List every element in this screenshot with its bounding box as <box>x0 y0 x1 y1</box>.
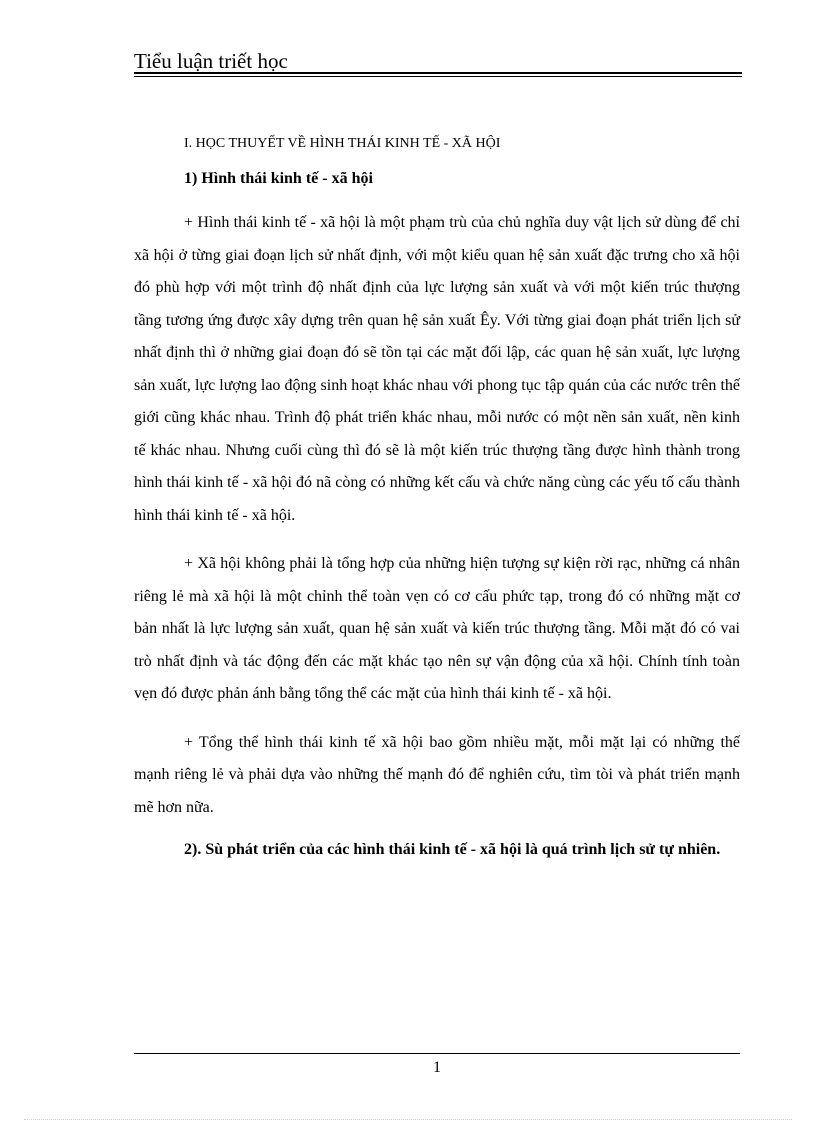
header-rule-thin <box>134 76 742 77</box>
document-header-title: Tiểu luận triết học <box>134 49 288 73</box>
footer-rule <box>134 1053 740 1054</box>
body-paragraph-2: + Xã hội không phải là tổng hợp của những hiện tượng sự kiện rời rạc, những cá nhân riêng lẻ mà xã hội là một chỉnh thể toàn vẹn có cơ cấu phức tạp, trong đó có những mặt cơ bản nhất là lực lượng sản xuất, quan hệ sản xuất và kiến trúc thượng tầng. Mỗi mặt đó có vai trò nhất định và tác động đến các mặt khác tạo nên sự vận động của xã hội. Chính tính toàn vẹn đó được phản ánh bằng tổng thể các mặt của hình thái kinh tế - xã hội. <box>134 555 740 702</box>
page-edge-divider <box>24 1119 792 1120</box>
header-rule-thick <box>134 72 742 74</box>
page-number: 1 <box>433 1059 441 1076</box>
body-paragraph-3: + Tổng thể hình thái kinh tế xã hội bao gồm nhiều mặt, mỗi mặt lại có những thế mạnh riêng lẻ và phải dựa vào những thế mạnh đó để nghiên cứu, tìm tòi và phát triển mạnh mẽ hơn nữa. <box>134 733 740 816</box>
subsection-heading-2: 2). Sù phát triển của các hình thái kinh tế - xã hội là quá trình lịch sử tự nhiên. <box>184 841 721 858</box>
section-heading: I. HỌC THUYẾT VỀ HÌNH THÁI KINH TẾ - XÃ HỘI <box>184 136 501 151</box>
page-body <box>134 122 740 867</box>
subsection-heading-1: 1) Hình thái kinh tế - xã hội <box>184 170 373 187</box>
body-paragraph-1: + Hình thái kinh tế - xã hội là một phạm trù của chủ nghĩa duy vật lịch sử dùng để chỉ xã hội ở từng giai đoạn lịch sử nhất định, với một kiểu quan hệ sản xuất đặc trưng cho xã hội đó phù hợp với một trình độ nhất định của lực lượng sản xuất và với một kiến trúc thượng tầng tương ứng được xây dựng trên quan hệ sản xuất Êy. Với từng giai đoạn phát triển lịch sử nhất định thì ở những giai đoạn đó sẽ tồn tại các mặt đối lập, các quan hệ sản xuất, lực lượng sản xuất, lực lượng lao động sinh hoạt khác nhau với phong tục tập quán của các nước trên thế giới cũng khác nhau. Trình độ phát triển khác nhau, mỗi nước có một nền sản xuất, nền kinh tế khác nhau. Nhưng cuối cùng thì đó sẽ là một kiến trúc thượng tầng được hình thành trong hình thái kinh tế - xã hội đó nã còng có những kết cấu và chức năng cùng các yếu tố cấu thành hình thái kinh tế - xã hội. <box>134 214 740 524</box>
